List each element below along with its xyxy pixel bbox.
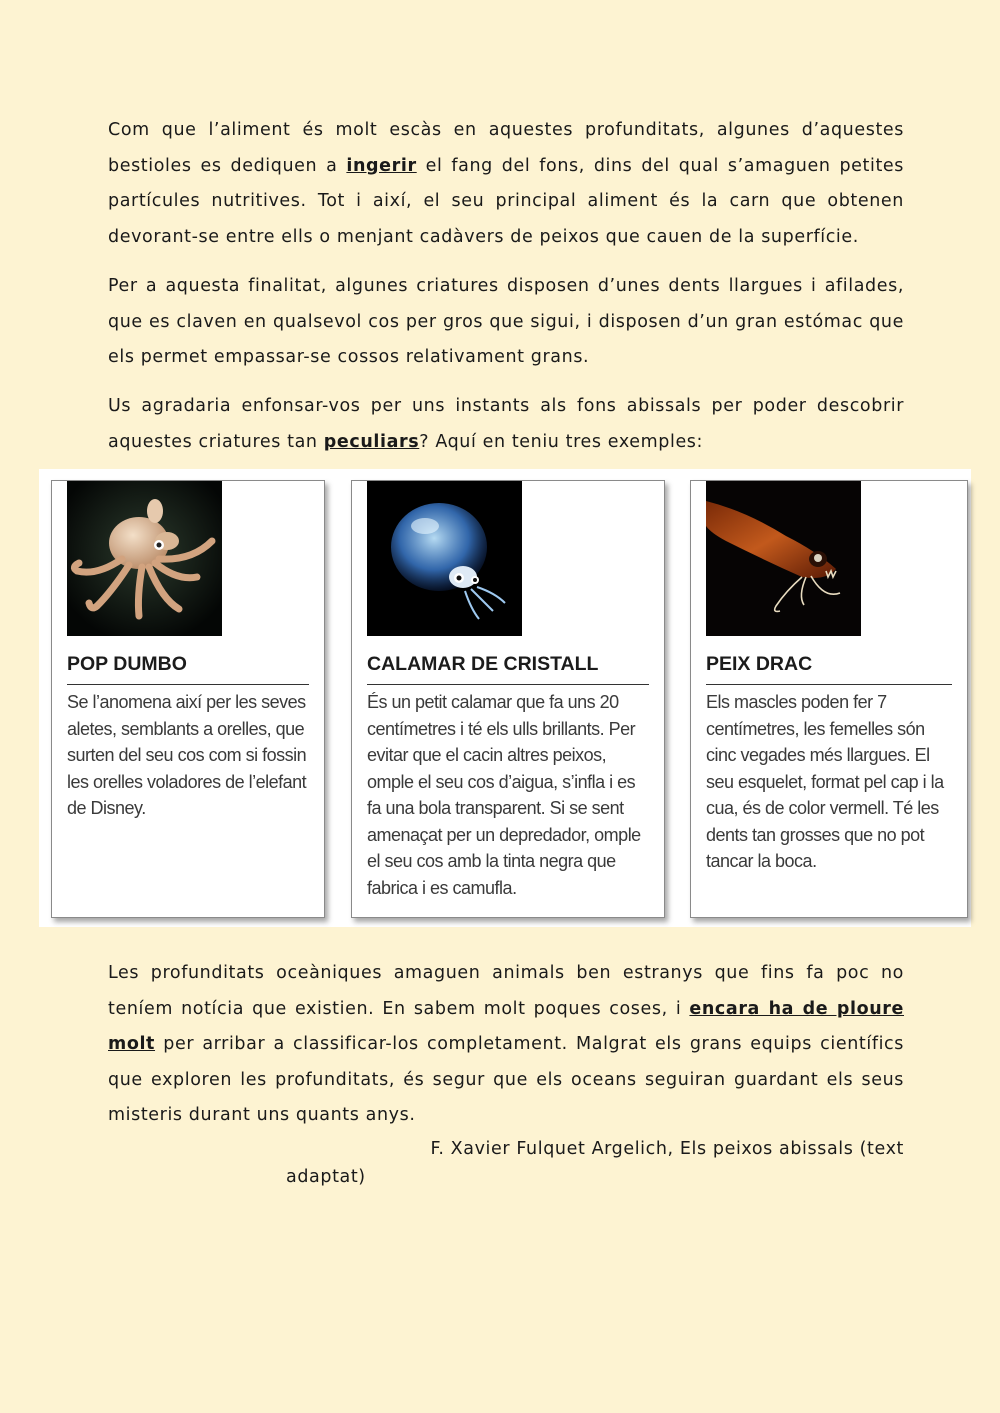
card-title: CALAMAR DE CRISTALL xyxy=(367,653,599,675)
credit-line: adaptat) xyxy=(286,1167,366,1187)
card-title: PEIX DRAC xyxy=(706,653,813,675)
card-description: És un petit calamar que fa uns 20 centímetres i té els ulls brillants. Per evitar que el cacin altres peixos, omple el seu cos d’aigua, s’infla i es fa una bola transparent. Si se sent amenaçat per un depredador, omple el seu cos amb la tinta negra que fabrica i es camufla. xyxy=(367,692,641,898)
creatures-panel xyxy=(39,469,971,927)
card-title: POP DUMBO xyxy=(67,653,187,675)
creature-card-pop-dumbo xyxy=(51,480,325,918)
vocab-link-ingerir[interactable]: ingerir xyxy=(346,155,417,176)
dumbo-octopus-photo-icon xyxy=(67,481,222,636)
paragraph-text: Per a aquesta finalitat, algunes criatures disposen d’unes dents llargues i afilades, que es claven en qualsevol cos per gros que sigui, i disposen d’un gran estómac que els permet empassar-se cossos relativament grans. xyxy=(108,276,904,367)
paragraph-text: el fang del fons, dins del qual s’amaguen petites partícules nutritives. Tot i així, el seu principal aliment és la carn que obtenen devorant-se entre ells o menjant cadàvers de peixos que cauen de la superfície. xyxy=(108,155,904,247)
paragraph-conclusion xyxy=(108,956,904,1134)
paragraph-text: Com que l’aliment és molt escàs en aquestes profunditats, algunes d’aquestes bestioles es dediquen a xyxy=(108,120,904,176)
creature-card-peix-drac xyxy=(690,480,968,918)
paragraph-teeth xyxy=(108,269,904,376)
source-credit xyxy=(286,1135,904,1191)
paragraph-food xyxy=(108,113,904,255)
vocab-link-peculiars[interactable]: peculiars xyxy=(323,431,420,452)
credit-line: F. Xavier Fulquet Argelich, Els peixos abissals (text xyxy=(430,1139,904,1159)
paragraph-intro-examples xyxy=(108,389,904,460)
card-description: Els mascles poden fer 7 centímetres, les femelles són cinc vegades més llargues. El seu esquelet, format pel cap i la cua, és de color vermell. Té les dents tan grosses que no pot tancar la boca. xyxy=(706,692,944,871)
vocab-link-encara-ha-de-ploure-molt[interactable]: encara ha de ploure molt xyxy=(108,998,904,1054)
glass-squid-photo-icon xyxy=(367,481,522,636)
title-divider xyxy=(706,684,952,685)
title-divider xyxy=(367,684,649,685)
creature-card-calamar-de-cristall xyxy=(351,480,665,918)
paragraph-text: Us agradaria enfonsar-vos per uns instants als fons abissals per poder descobrir aquestes criatures tan xyxy=(108,396,904,452)
paragraph-text: Les profunditats oceàniques amaguen animals ben estranys que fins fa poc no teníem notícia que existien. En sabem molt poques coses, i xyxy=(108,963,904,1019)
paragraph-text: ? Aquí en teniu tres exemples: xyxy=(419,431,704,452)
paragraph-text: per arribar a classificar-los completament. Malgrat els grans equips científics que exploren les profunditats, és segur que els oceans seguiran guardant els seus misteris durant uns quants anys. xyxy=(108,1034,904,1125)
dragonfish-photo-icon xyxy=(706,481,861,636)
title-divider xyxy=(67,684,309,685)
card-description: Se l’anomena així per les seves aletes, semblants a orelles, que surten del seu cos com si fossin les orelles voladores de l’elefant de Disney. xyxy=(67,692,307,818)
